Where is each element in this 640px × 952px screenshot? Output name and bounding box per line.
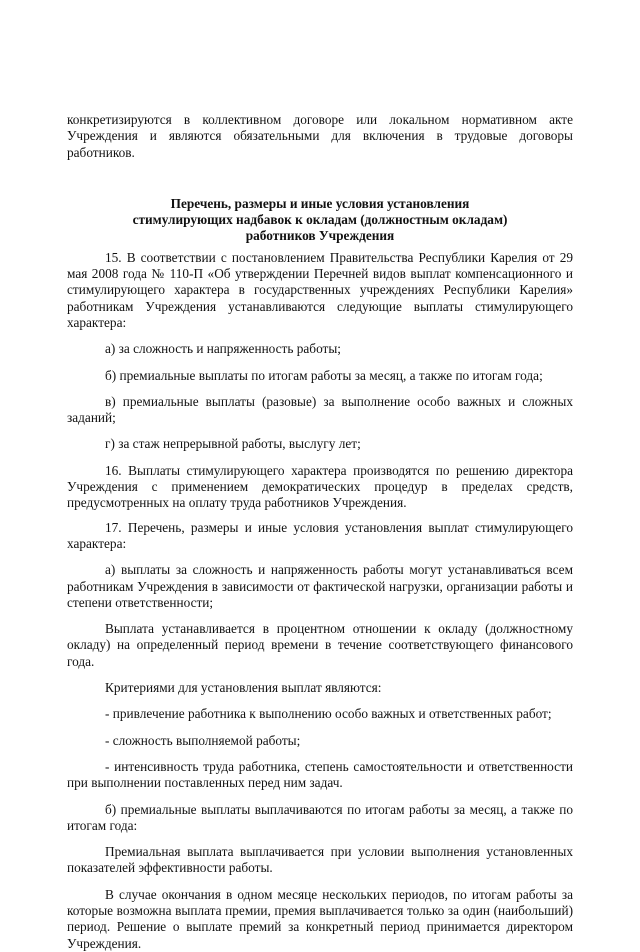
paragraph-16: 16. Выплаты стимулирующего характера производятся по решению директора Учреждения с применением демократических процедур в пределах средств, предусмотренных на оплату труда работников Учреждения. [67,462,573,511]
paragraph-premium: Премиальная выплата выплачивается при условии выполнения установленных показателей эффективности работы. [67,844,573,876]
paragraph-15: 15. В соответствии с постановлением Правительства Республики Карелия от 29 мая 2008 года № 110-П «Об утверждении Перечней видов выплат компенсационного и стимулирующего характера в государственных учреждениях Республики Карелия» работникам Учреждения устанавливаются следующие выплаты стимулирующего характера: [67,249,573,330]
list-item-a: а) за сложность и напряженность работы; [105,341,341,357]
heading-line: стимулирующих надбавок к окладам (должностным окладам) [132,212,508,228]
heading-line: Перечень, размеры и иные условия установления [170,195,470,211]
list-item-g: г) за стаж непрерывной работы, выслугу лет; [105,436,361,452]
list-item-v: в) премиальные выплаты (разовые) за выполнение особо важных и сложных заданий; [67,393,573,426]
section-heading [67,196,573,245]
intro-paragraph: конкретизируются в коллективном договоре или локальном нормативном акте Учреждения и являются обязательными для включения в трудовые договоры работников. [67,112,573,160]
document-page [67,112,573,952]
heading-line: работников Учреждения [245,228,395,244]
criteria-item: - интенсивность труда работника, степень самостоятельности и ответственности при выполнении поставленных перед ним задач. [67,758,573,791]
list-item-b: б) премиальные выплаты по итогам работы за месяц, а также по итогам года; [105,367,543,383]
paragraph-criteria: Критериями для установления выплат являются: [105,680,382,696]
paragraph-17-b: б) премиальные выплаты выплачиваются по итогам работы за месяц, а также по итогам года: [67,801,573,833]
criteria-item: - привлечение работника к выполнению особо важных и ответственных работ; [105,706,552,722]
paragraph-17: 17. Перечень, размеры и иные условия установления выплат стимулирующего характера: [67,519,573,551]
criteria-item: - сложность выполняемой работы; [105,732,301,748]
paragraph-payment: Выплата устанавливается в процентном отношении к окладу (должностному окладу) на определенный период времени в течение соответствующего финансового года. [67,621,573,669]
paragraph-17-a: а) выплаты за сложность и напряженность работы могут устанавливаться всем работникам Учреждения в зависимости от фактической нагрузки, организации работы и степени ответственности; [67,562,573,610]
paragraph-periods: В случае окончания в одном месяце нескольких периодов, по итогам работы за которые возможна выплата премии, премия выплачивается только за один (наибольший) период. Решение о выплате премий за конкретный период принимается директором Учреждения. [67,886,573,951]
